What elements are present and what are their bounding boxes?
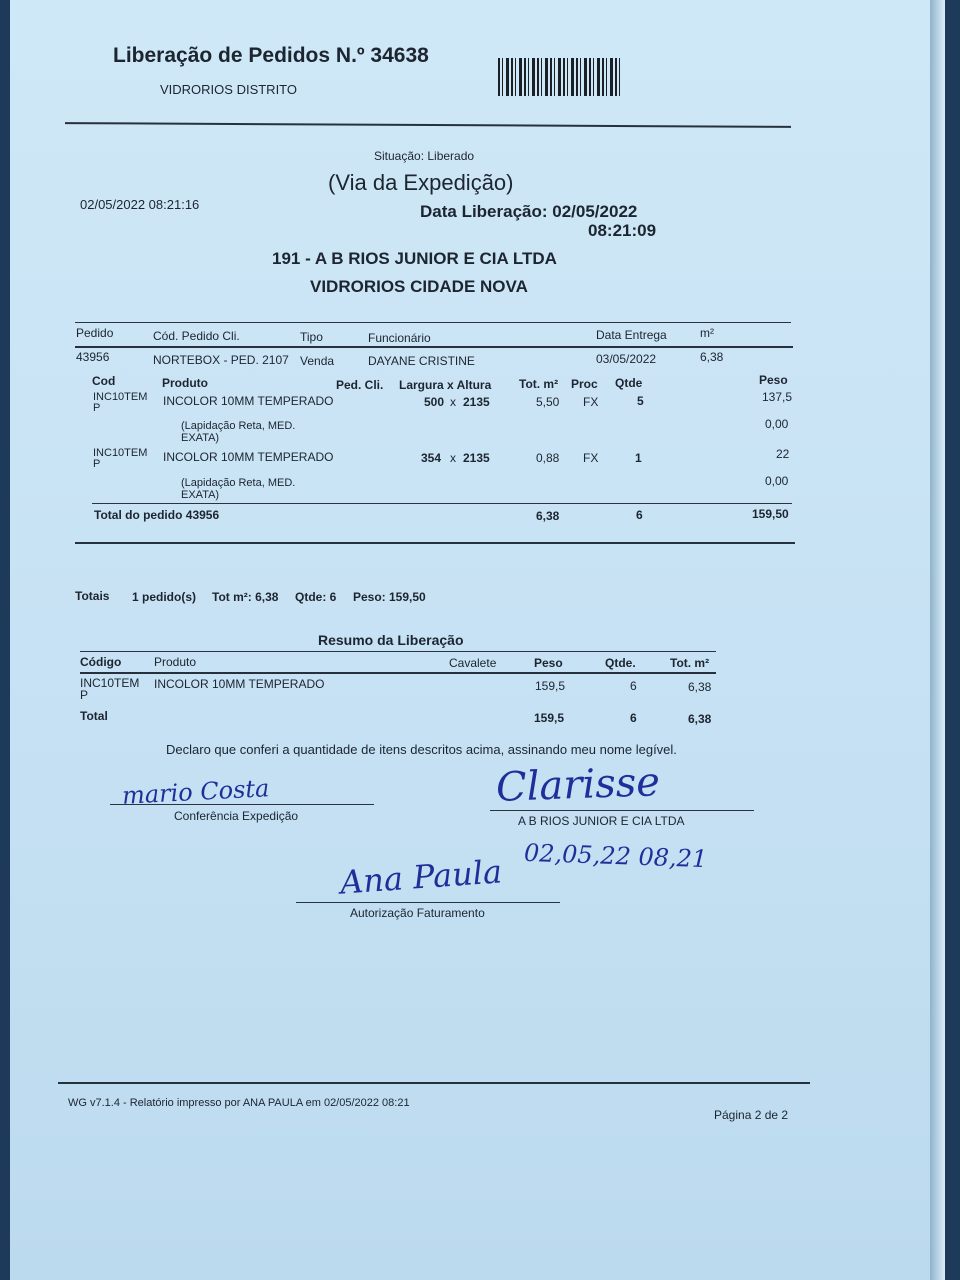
- summary-col-produto: Produto: [154, 655, 197, 669]
- order-pedido: 43956: [76, 350, 110, 364]
- faturamento-line: [296, 902, 560, 903]
- item-note-line2: EXATA): [181, 489, 220, 501]
- footer-line: [58, 1082, 810, 1084]
- item-peso: 22: [776, 447, 790, 461]
- summary-title: Resumo da Liberação: [318, 632, 464, 648]
- order-m2: 6,38: [700, 350, 724, 364]
- order-tipo: Venda: [300, 354, 335, 368]
- summary-total-label: Total: [80, 709, 108, 723]
- summary-produto: INCOLOR 10MM TEMPERADO: [154, 677, 325, 691]
- item-proc: FX: [583, 395, 599, 409]
- header-divider: [65, 122, 791, 128]
- item-col-larg-alt: Largura x Altura: [399, 378, 492, 392]
- item-note-line2: EXATA): [181, 432, 220, 444]
- totals-label: Totais: [75, 589, 110, 603]
- summary-top-line: [80, 651, 716, 652]
- item-note-line1: (Lapidação Reta, MED.: [181, 420, 296, 432]
- expedicao-signature: mario Costa: [121, 774, 271, 810]
- item-note: [181, 477, 295, 501]
- order-total-label: Total do pedido 43956: [94, 508, 220, 522]
- client-line: [490, 810, 754, 811]
- company-name: VIDRORIOS DISTRITO: [160, 82, 297, 97]
- order-total-peso: 159,50: [752, 507, 789, 521]
- client-sign-date: 02,05,22 08,21: [523, 838, 708, 874]
- summary-qtde: 6: [630, 679, 637, 693]
- expedicao-line: [110, 804, 374, 805]
- item-cod: INC10TEM: [93, 447, 148, 459]
- order-header-line: [75, 346, 793, 348]
- item-x: x: [450, 451, 456, 465]
- document-title: Liberação de Pedidos N.º 34638: [113, 44, 429, 67]
- order-total-line: [92, 503, 792, 504]
- totals-qtde: Qtde: 6: [295, 590, 337, 604]
- printed-datetime: 02/05/2022 08:21:16: [80, 197, 200, 212]
- item-col-proc: Proc: [571, 377, 598, 391]
- order-bottom-line: [75, 542, 795, 544]
- client-signature: Clarisse: [495, 759, 661, 811]
- item-cod: INC10TEM: [93, 391, 148, 403]
- item-tot-m2: 0,88: [536, 451, 560, 465]
- faturamento-label: Autorização Faturamento: [350, 906, 485, 920]
- col-pedido: Pedido: [76, 326, 114, 340]
- summary-codigo: INC10TEM: [80, 676, 140, 690]
- order-cod-cli: NORTEBOX - PED. 2107: [153, 353, 289, 367]
- item-peso: 137,5: [762, 390, 793, 404]
- summary-col-qtde: Qtde.: [605, 656, 636, 670]
- item-row: [93, 392, 147, 414]
- order-funcionario: DAYANE CRISTINE: [368, 354, 475, 368]
- item-cod-suffix: P: [93, 458, 101, 470]
- order-data-entrega: 03/05/2022: [596, 352, 657, 366]
- client-signature-label: A B RIOS JUNIOR E CIA LTDA: [518, 814, 685, 828]
- summary-peso: 159,5: [535, 679, 566, 693]
- status-text: Situação: Liberado: [374, 149, 475, 163]
- col-cod-cli: Cód. Pedido Cli.: [153, 329, 240, 343]
- item-col-cod: Cod: [92, 374, 116, 388]
- item-col-peso: Peso: [759, 373, 788, 387]
- release-date: Data Liberação: 02/05/2022: [420, 202, 638, 221]
- summary-col-peso: Peso: [534, 656, 563, 670]
- item-altura: 2135: [463, 395, 490, 409]
- summary-total-qtde: 6: [630, 711, 637, 725]
- item-col-qtde: Qtde: [615, 376, 643, 390]
- page-edge: [930, 0, 945, 1280]
- release-time: 08:21:09: [588, 221, 657, 240]
- order-total-qtde: 6: [636, 508, 643, 522]
- item-produto: INCOLOR 10MM TEMPERADO: [163, 394, 334, 408]
- item-note: [181, 420, 295, 444]
- totals-peso: Peso: 159,50: [353, 590, 426, 604]
- item-qtde: 5: [637, 394, 644, 408]
- summary-col-cavalete: Cavalete: [449, 656, 497, 670]
- totals-pedidos: 1 pedido(s): [132, 590, 197, 604]
- col-funcionario: Funcionário: [368, 331, 431, 345]
- page-number: Página 2 de 2: [714, 1108, 789, 1122]
- summary-row-codigo: [80, 677, 139, 701]
- expedicao-label: Conferência Expedição: [174, 809, 299, 823]
- faturamento-signature: Ana Paula: [338, 852, 504, 902]
- item-col-produto: Produto: [162, 376, 208, 390]
- summary-col-codigo: Código: [80, 655, 122, 669]
- barcode: [498, 58, 622, 96]
- item-cod-suffix: P: [93, 402, 101, 414]
- summary-col-tot-m2: Tot. m²: [670, 656, 710, 670]
- summary-header-line: [80, 672, 716, 674]
- item-note-line1: (Lapidação Reta, MED.: [181, 477, 296, 489]
- item-note-peso: 0,00: [765, 417, 789, 431]
- document-page: [10, 0, 945, 1280]
- item-col-ped-cli: Ped. Cli.: [336, 378, 384, 392]
- col-data-entrega: Data Entrega: [596, 328, 667, 342]
- item-row: [93, 448, 147, 470]
- item-note-peso: 0,00: [765, 474, 789, 488]
- item-col-tot-m2: Tot. m²: [519, 377, 559, 391]
- item-qtde: 1: [635, 451, 642, 465]
- report-info: WG v7.1.4 - Relatório impresso por ANA PAULA em 02/05/2022 08:21: [68, 1097, 410, 1109]
- item-largura: 500: [424, 395, 445, 409]
- order-top-line: [75, 322, 791, 323]
- summary-codigo-suffix: P: [80, 688, 89, 702]
- order-total-m2: 6,38: [536, 509, 560, 523]
- item-produto: INCOLOR 10MM TEMPERADO: [163, 450, 334, 464]
- item-proc: FX: [583, 451, 599, 465]
- col-m2: m²: [700, 326, 714, 340]
- item-x: x: [450, 395, 456, 409]
- item-tot-m2: 5,50: [536, 395, 560, 409]
- declaration-text: Declaro que conferi a quantidade de itens descritos acima, assinando meu nome legível.: [166, 742, 677, 757]
- client-name: 191 - A B RIOS JUNIOR E CIA LTDA: [272, 249, 557, 268]
- via-label: (Via da Expedição): [328, 170, 514, 195]
- client-store: VIDRORIOS CIDADE NOVA: [310, 277, 528, 296]
- item-altura: 2135: [463, 451, 490, 465]
- summary-tot-m2: 6,38: [688, 680, 712, 694]
- totals-m2: Tot m²: 6,38: [212, 590, 279, 604]
- col-tipo: Tipo: [300, 330, 323, 344]
- summary-total-tot-m2: 6,38: [688, 712, 712, 726]
- summary-total-peso: 159,5: [534, 711, 565, 725]
- item-largura: 354: [421, 451, 442, 465]
